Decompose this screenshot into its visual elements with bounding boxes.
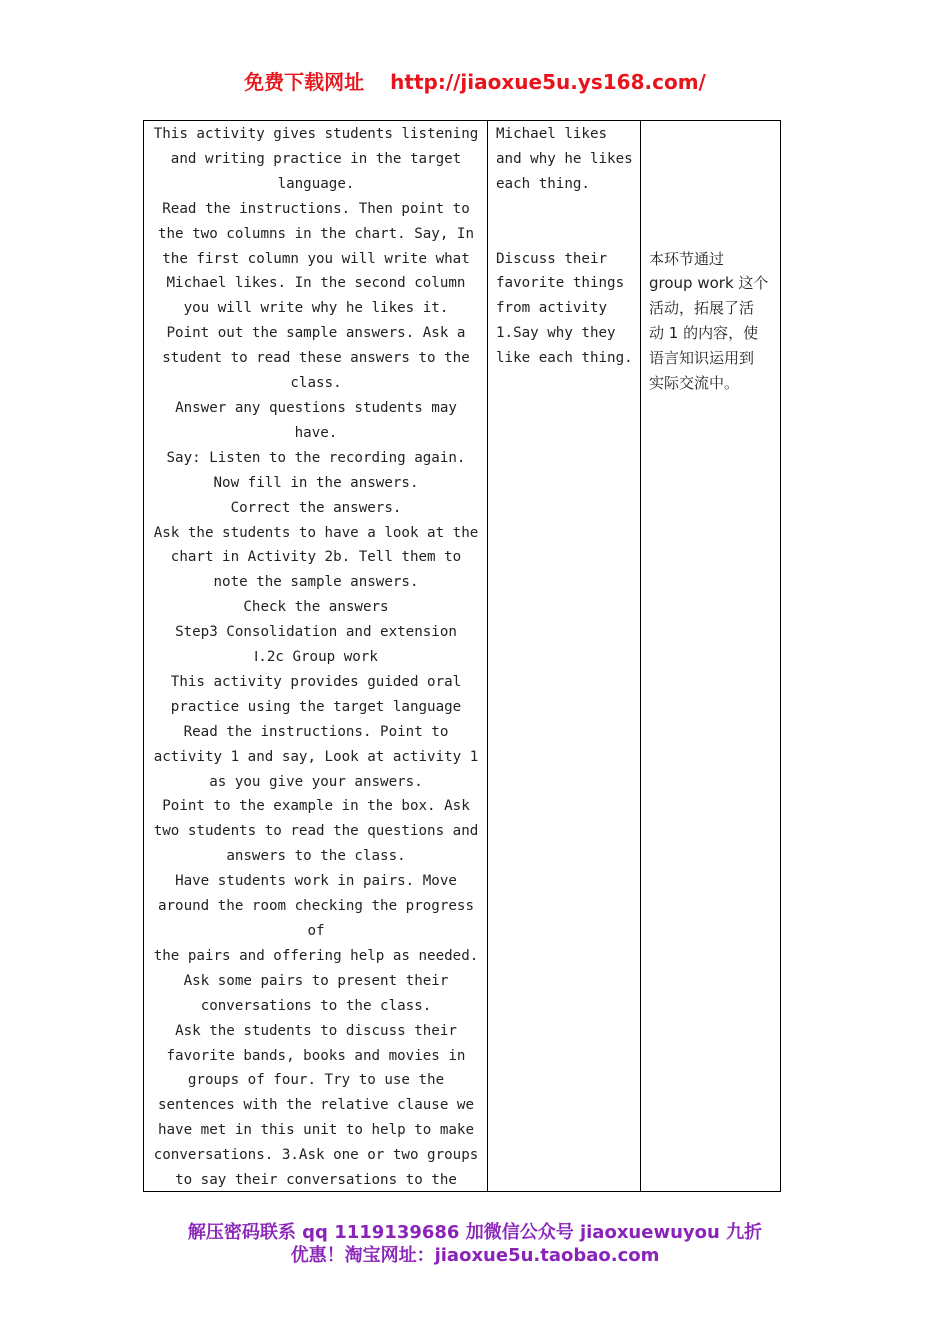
text-line: Correct the answers. [230,499,402,516]
text-line: favorite things [496,275,625,292]
text-line: Now fill in the answers. [213,474,419,491]
text-line: as you give your answers. [209,773,423,790]
text-line: have. [294,424,338,441]
text-line: chart in Activity 2b. Tell them to [170,549,462,566]
text-line: Ask the students to have a look at the [153,524,479,541]
text-line: two students to read the questions and [153,823,479,840]
text-line: 1.Say why they [496,325,616,342]
text-line: 语言知识运用到 [649,349,755,368]
design-intent-text [649,247,774,396]
student-activity-top [496,122,634,197]
text-line: Michael likes [496,126,608,142]
text-line: language. [277,175,355,192]
text-line: conversations. 3.Ask one or two groups [153,1147,479,1164]
text-line: conversations to the class. [200,997,432,1014]
text-line: Read the instructions. Then point to [162,200,470,217]
text-line: Michael likes. In the second column [166,275,466,292]
text-line: like each thing. [496,350,633,367]
text-line: Read the instructions. Point to [183,723,449,740]
text-line: Point out the sample answers. Ask a [166,325,466,342]
text-line: note the sample answers. [213,574,419,591]
text-line: groups of four. Try to use the [187,1072,445,1089]
text-line: 实际交流中。 [649,374,740,393]
text-line: class. [290,375,342,392]
download-label: 免费下载网址 [244,70,365,94]
text-line: Answer any questions students may [175,399,457,416]
download-header [0,66,950,95]
text-line: Check the answers [243,599,389,616]
text-line: This activity gives students listening [153,126,479,142]
text-line: sentences with the relative clause we [157,1097,475,1114]
download-url-link[interactable]: http://jiaoxue5u.ys168.com/ [390,70,706,94]
text-line: Ⅰ.2c Group work [254,649,378,666]
text-line: student to read these answers to the [162,350,470,367]
text-line: activity 1 and say, Look at activity 1 [153,748,479,765]
footer-shop-line: 优惠！淘宝网址：jiaoxue5u.taobao.com [290,1245,660,1266]
text-line: answers to the class. [226,848,406,865]
student-activity-column [488,121,641,1191]
text-line: group work 这个 [649,274,769,293]
text-line: from activity [496,300,608,317]
text-line: Step3 Consolidation and extension [175,624,457,641]
text-line: Point to the example in the box. Ask [162,798,470,815]
text-line: Ask some pairs to present their [183,972,449,989]
text-line: each thing. [496,175,590,192]
text-line: Ask the students to discuss their [175,1022,457,1039]
teaching-procedure-column [144,121,488,1191]
text-line: 活动，拓展了活 [649,299,755,318]
text-line: you will write why he likes it. [183,300,449,317]
text-line: the pairs and offering help as needed. [153,947,479,964]
text-line: This activity provides guided oral [170,673,462,690]
text-line: Have students work in pairs. Move [175,873,457,890]
text-line: Discuss their [496,250,608,267]
text-line: 动 1 的内容，使 [649,324,759,343]
text-line: practice using the target language [170,698,462,715]
text-line: the two columns in the chart. Say, In [157,225,475,242]
text-line: the first column you will write what [162,250,470,267]
student-activity-bottom [496,247,634,372]
text-line: of [307,923,325,939]
text-line: 本环节通过 [649,249,725,268]
text-line: have met in this unit to help to make [157,1122,475,1139]
text-line: favorite bands, books and movies in [166,1047,466,1064]
text-line: and why he likes [496,150,633,167]
text-line: Say: Listen to the recording again. [166,449,466,466]
footer-contact-line: 解压密码联系 qq 1119139686 加微信公众号 jiaoxuewuyou 九折 [187,1222,763,1243]
text-line: around the room checking the progress [157,898,475,915]
text-line: to say their conversations to the [175,1172,457,1189]
lesson-plan-table [143,120,781,1192]
text-line: and writing practice in the target [170,150,462,167]
design-intent-column [641,121,780,1191]
